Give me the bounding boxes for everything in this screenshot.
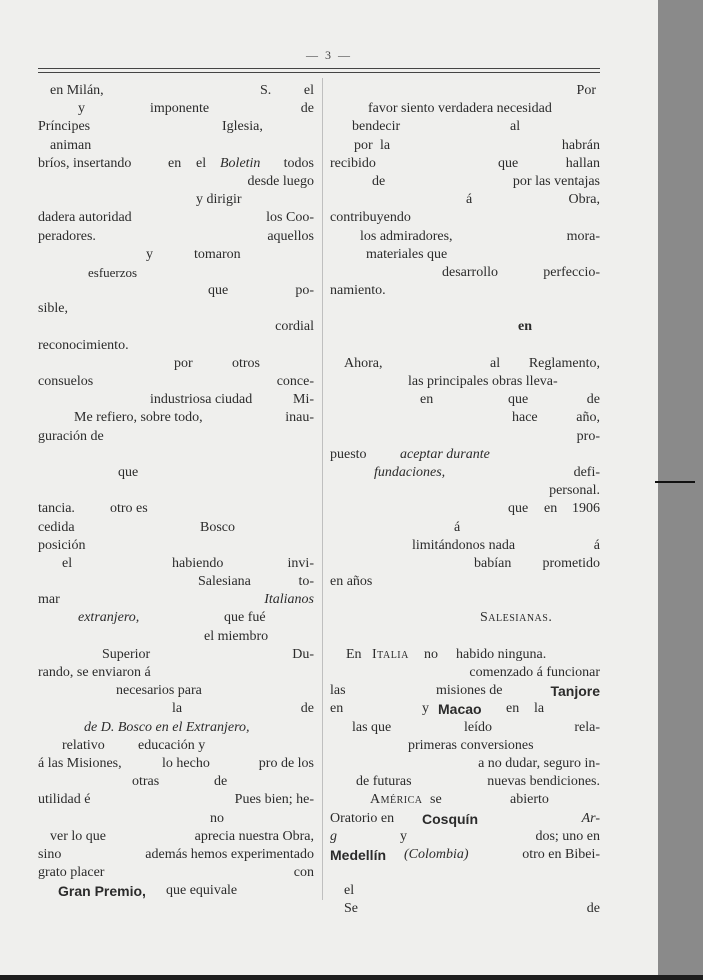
text-line [330,464,600,482]
word: En [346,646,362,662]
word: de [214,774,228,790]
word: ver lo que [50,828,106,844]
word: la [172,701,183,717]
text-line [38,682,314,700]
word: de [586,392,600,408]
word: Príncipes [38,119,91,135]
word: en [544,501,558,517]
word: pro de los [258,755,314,771]
word: al [490,355,501,371]
text-line [38,755,314,773]
word: el [62,555,73,571]
text-line [330,428,600,446]
word: a no dudar, seguro in- [478,755,600,771]
word: contribuyendo [330,210,411,226]
word: pro- [576,428,600,444]
word: el [344,883,355,899]
word: cordial [275,319,314,335]
word: grato placer [38,865,105,881]
word: Boletin [220,155,261,171]
word: po- [295,283,314,299]
text-line [38,209,314,227]
right-column [330,82,600,919]
word: Medellín [330,846,387,863]
word: tomaron [194,246,241,262]
word: y [146,246,153,262]
word: fundaciones, [374,464,446,480]
word: habiendo [172,555,224,571]
text-line [38,337,314,355]
word: todos [283,155,314,171]
word: y [422,701,429,717]
word: Gran Premio, [58,883,146,900]
word: necesarios para [116,683,202,699]
word: otros [232,355,260,371]
header-rule-bottom [38,72,600,73]
word: namiento. [330,283,386,299]
word: guración de [38,428,104,444]
text-line [330,664,600,682]
word: las que [352,719,392,735]
word: imponente [150,101,210,117]
text-line [38,646,314,664]
word: habido ninguna. [456,646,547,662]
word: no [210,810,224,826]
word: á las Misiones, [38,755,122,771]
text-line [330,191,600,209]
text-line [38,228,314,246]
word: Mi- [293,392,314,408]
text-line [330,700,600,718]
left-column [38,82,314,900]
text-line [38,355,314,373]
word: Italia [372,646,409,662]
word: personal. [549,483,600,499]
word: posición [38,537,86,553]
word: en [420,392,434,408]
word: Macao [438,701,482,718]
text-line [330,246,600,264]
word: limitándonos nada [412,537,516,553]
text-line [38,300,314,318]
text-line [38,282,314,300]
word: defi- [573,464,600,480]
word: primeras conversiones [408,737,534,753]
word: bendecir [352,119,401,135]
word: sino [38,846,62,862]
word: que [508,501,529,517]
word: sible, [38,301,68,317]
text-line [330,773,600,791]
word: Obra, [568,192,600,208]
text-line [38,537,314,555]
text-line [330,391,600,409]
text-line [330,155,600,173]
text-line [330,82,600,100]
word: en Milán, [50,83,104,98]
text-line [38,464,314,482]
text-line [38,573,314,591]
word: no [424,646,438,662]
text-line [38,482,314,500]
text-line [38,191,314,209]
word: educación y [138,737,206,753]
word: puesto [330,446,367,462]
word: extranjero, [78,610,140,626]
word: los Coo- [266,210,314,226]
text-line [330,300,600,318]
text-line [38,318,314,336]
word: de [586,901,600,917]
word: las principales obras lleva- [408,374,558,389]
text-line [38,264,314,282]
word: se [430,792,442,808]
text-line [330,791,600,809]
word: rela- [574,719,600,735]
word: conce- [276,374,314,389]
word: otro es [110,501,148,517]
text-line [38,100,314,118]
text-line [38,246,314,264]
word: además hemos experimentado [145,846,314,862]
text-line [38,428,314,446]
text-line [330,537,600,555]
scan-edge [0,975,703,980]
word: nuevas bendiciones. [487,774,600,790]
margin-mark [655,481,695,483]
word: al [510,119,521,135]
word: babían [474,555,512,571]
text-line [38,137,314,155]
text-line [38,719,314,737]
word: animan [50,137,92,153]
text-line [38,864,314,882]
word: que [498,155,519,171]
word: desarrollo [442,264,498,280]
text-line [330,137,600,155]
text-line [330,573,600,591]
text-line [330,591,600,609]
word: bríos, insertando [38,155,132,171]
word: á [466,192,473,208]
word: Bosco [200,519,235,535]
text-line [38,500,314,518]
text-line [330,519,600,537]
text-line [330,355,600,373]
word: Me refiero, sobre todo, [74,410,203,426]
text-line [330,482,600,500]
text-line [330,628,600,646]
text-line [330,446,600,464]
word: mora- [566,228,600,244]
word: que [508,392,529,408]
word: perfeccio- [543,264,600,280]
word: to- [298,574,314,590]
word: otras [132,774,160,790]
word: lo hecho [162,755,210,771]
word: el miembro [204,628,269,644]
word: y [78,101,85,117]
header-rule-top [38,68,600,69]
text-line [330,646,600,664]
word: Tanjore [550,683,600,700]
text-line [330,555,600,573]
word: misiones de [436,683,503,699]
word: Cosquín [422,810,478,827]
text-line [38,446,314,464]
text-line [330,682,600,700]
word: en [518,319,532,335]
word: Oratorio en [330,810,395,826]
word: invi- [287,555,314,571]
text-line [330,228,600,246]
word: Iglesia, [222,119,263,135]
text-line [38,173,314,191]
text-line [38,664,314,682]
text-line [38,555,314,573]
word: consuelos [38,374,94,389]
text-line [330,209,600,227]
word: inau- [285,410,314,426]
text-line [38,373,314,391]
word: y [400,828,407,844]
word: materiales que [366,246,448,262]
word: S. [260,83,272,98]
text-line [330,118,600,136]
word: favor siento verdadera necesidad [368,101,552,117]
word: Superior [102,646,151,662]
word: en [330,701,344,717]
word: tancia. [38,501,75,517]
word: Reglamento, [528,355,600,371]
text-line [330,846,600,864]
text-line [38,828,314,846]
word: la [534,701,545,717]
word: prometido [542,555,600,571]
word: de futuras [356,774,412,790]
word: el [196,155,207,171]
text-line [38,700,314,718]
column-divider [322,78,323,900]
word: dadera autoridad [38,210,132,226]
text-line [330,864,600,882]
word: abierto [510,792,549,808]
word: reconocimiento. [38,337,129,353]
word: á [454,519,461,535]
text-line [38,810,314,828]
text-line [330,282,600,300]
word: otro en Bibei- [522,846,600,862]
word: desde luego [247,173,314,189]
word: la [380,137,391,153]
word: los admiradores, [360,228,453,244]
word: mar [38,592,60,608]
text-line [330,264,600,282]
word: cedida [38,519,75,535]
text-line [38,409,314,427]
word: rando, se enviaron á [38,665,151,680]
word: dos; uno en [535,828,600,844]
word: que [118,464,139,480]
text-line [330,318,600,336]
text-line [330,100,600,118]
word: hace [512,410,538,426]
text-line [38,391,314,409]
text-line [38,791,314,809]
text-line [330,609,600,627]
word: Salesianas. [480,610,553,626]
text-line [38,118,314,136]
word: que [208,283,229,299]
word: que fué [224,610,266,626]
text-line [38,519,314,537]
word: comenzado á funcionar [469,665,600,680]
text-line [38,82,314,100]
word: por [354,137,373,153]
word: año, [576,410,600,426]
word: peradores. [38,228,96,244]
word: Ar- [581,810,600,826]
word: (Colombia) [404,846,469,862]
text-line [38,846,314,864]
text-line [38,628,314,646]
text-line [330,500,600,518]
word: Ahora, [344,355,383,371]
word: que equivale [166,883,238,899]
word: en [506,701,520,717]
word: Salesiana [198,574,251,590]
word: el [303,83,314,98]
word: utilidad é [38,792,91,808]
text-line [330,719,600,737]
word: industriosa ciudad [150,392,253,408]
word: por las ventajas [512,173,600,189]
word: Du- [292,646,314,662]
word: aprecia nuestra Obra, [194,828,314,844]
text-line [38,155,314,173]
word: en [168,155,182,171]
word: g [330,828,337,844]
word: esfuerzos [88,264,138,280]
text-line [330,882,600,900]
word: relativo [62,737,105,753]
word: hallan [565,155,600,171]
word: leído [464,719,492,735]
page-number: — 3 — [306,48,352,62]
text-line [330,173,600,191]
text-line [330,900,600,918]
word: de D. Bosco en el Extranjero, [84,719,250,735]
text-line [38,882,314,900]
word: habrán [561,137,600,153]
word: 1906 [572,501,600,517]
text-line [38,737,314,755]
word: de [300,701,314,717]
text-line [38,773,314,791]
text-line [38,591,314,609]
word: Se [344,901,358,917]
word: Por [576,83,596,98]
text-line [330,810,600,828]
text-line [330,373,600,391]
word: con [293,865,314,881]
text-line [330,737,600,755]
word: en años [330,574,373,590]
text-line [330,409,600,427]
word: las [330,683,346,699]
word: Pues bien; he- [234,792,314,808]
word: y dirigir [196,192,242,208]
word: recibido [330,155,376,171]
word: de [300,101,314,117]
word: Italianos [264,592,314,608]
word: á [593,537,600,553]
word: aquellos [267,228,314,244]
word: por [174,355,193,371]
word: de [372,173,386,189]
text-line [330,828,600,846]
word: América [370,792,423,808]
text-line [330,755,600,773]
text-line [330,337,600,355]
word: aceptar durante [400,446,490,462]
text-line [38,609,314,627]
